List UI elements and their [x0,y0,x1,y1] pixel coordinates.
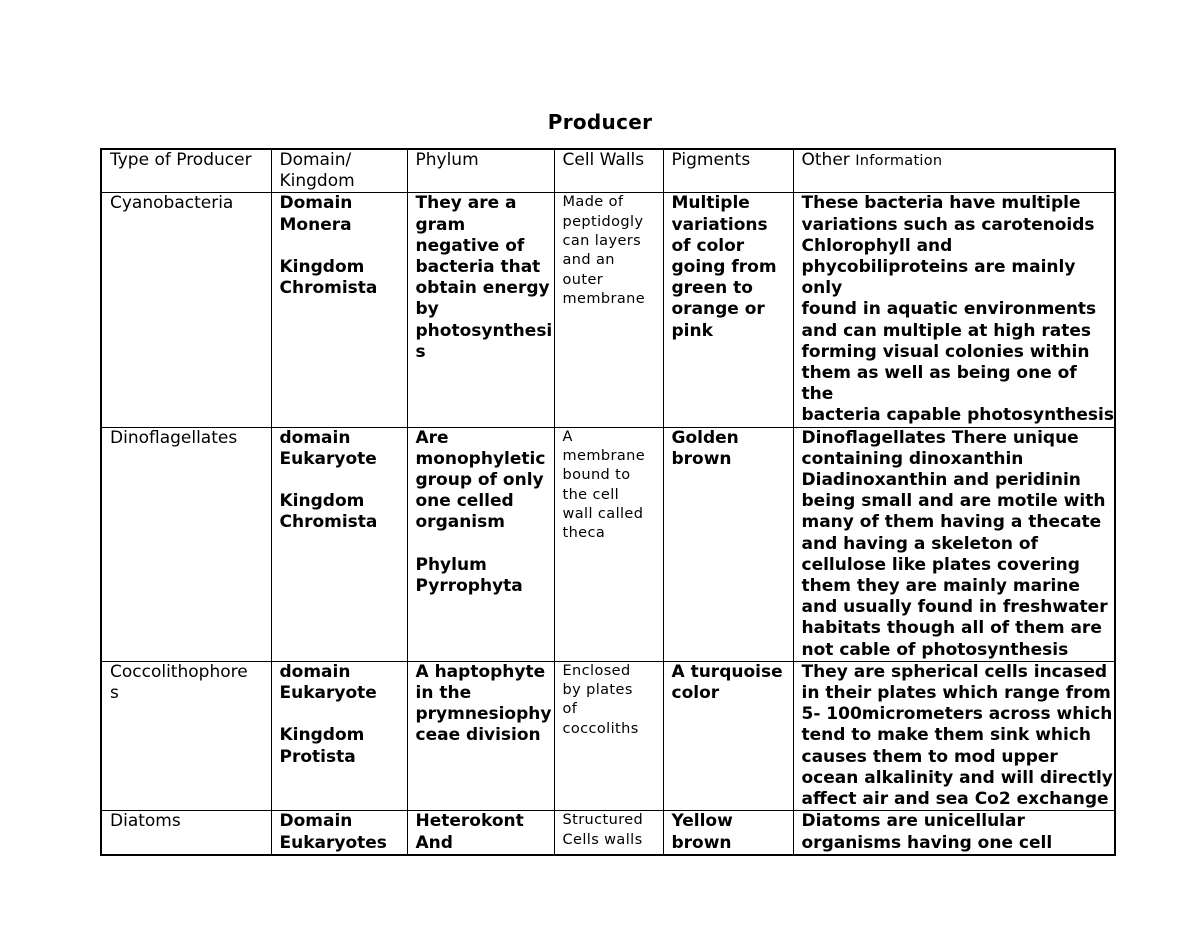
cell-cell-walls: A membrane bound to the cell wall called theca [554,427,663,661]
cell-other: These bacteria have multiple variations such as carotenoids Chlorophyll and phycobiliproteins are mainly only found in aquatic environments and can multiple at high rates forming visual colonies within them as well as being one of the bacteria capable photosynthesis [793,193,1115,427]
header-information-label: Information [855,153,943,169]
cell-cell-walls: Made of peptidogly can layers and an outer membrane [554,193,663,427]
cell-phylum: Are monophyletic group of only one celled organism Phylum Pyrrophyta [407,427,554,661]
cell-type: Diatoms [101,811,271,855]
header-type-of-producer: Type of Producer [101,149,271,193]
cell-pigments: Multiple variations of color going from green to orange or pink [663,193,793,427]
cell-domain: domain Eukaryote Kingdom Chromista [271,427,407,661]
page-title: Producer [547,110,653,134]
cell-domain: domain Eukaryote Kingdom Protista [271,661,407,810]
header-domain-kingdom: Domain/ Kingdom [271,149,407,193]
table-row [101,427,1115,661]
producer-table [100,148,1116,856]
cell-domain: Domain Monera Kingdom Chromista [271,193,407,427]
cell-cell-walls: Enclosed by plates of coccoliths [554,661,663,810]
table-row [101,193,1115,427]
cell-other: Diatoms are unicellular organisms having one cell [793,811,1115,855]
cell-pigments: Golden brown [663,427,793,661]
header-cell-walls: Cell Walls [554,149,663,193]
cell-type: Coccolithophore s [101,661,271,810]
cell-type: Dinoflagellates [101,427,271,661]
cell-phylum: They are a gram negative of bacteria that obtain energy by photosynthesi s [407,193,554,427]
cell-other: Dinoflagellates There unique containing dinoxanthin Diadinoxanthin and peridinin being small and are motile with many of them having a thecate and having a skeleton of cellulose like plates covering them they are mainly marine and usually found in freshwater habitats though all of them are not cable of photosynthesis [793,427,1115,661]
header-other-label: Other [801,150,850,170]
cell-other: They are spherical cells incased in their plates which range from 5- 100micrometers across which tend to make them sink which causes them to mod upper ocean alkalinity and will directly affect air and sea Co2 exchange [793,661,1115,810]
table-row [101,661,1115,810]
table-row [101,811,1115,855]
header-phylum: Phylum [407,149,554,193]
cell-domain: Domain Eukaryotes [271,811,407,855]
cell-type: Cyanobacteria [101,193,271,427]
cell-pigments: Yellow brown [663,811,793,855]
table-header-row [101,149,1115,193]
cell-pigments: A turquoise color [663,661,793,810]
cell-phylum: A haptophyte in the prymnesiophy ceae division [407,661,554,810]
cell-cell-walls: Structured Cells walls [554,811,663,855]
header-pigments: Pigments [663,149,793,193]
header-other-information [793,149,1115,193]
cell-phylum: Heterokont And [407,811,554,855]
